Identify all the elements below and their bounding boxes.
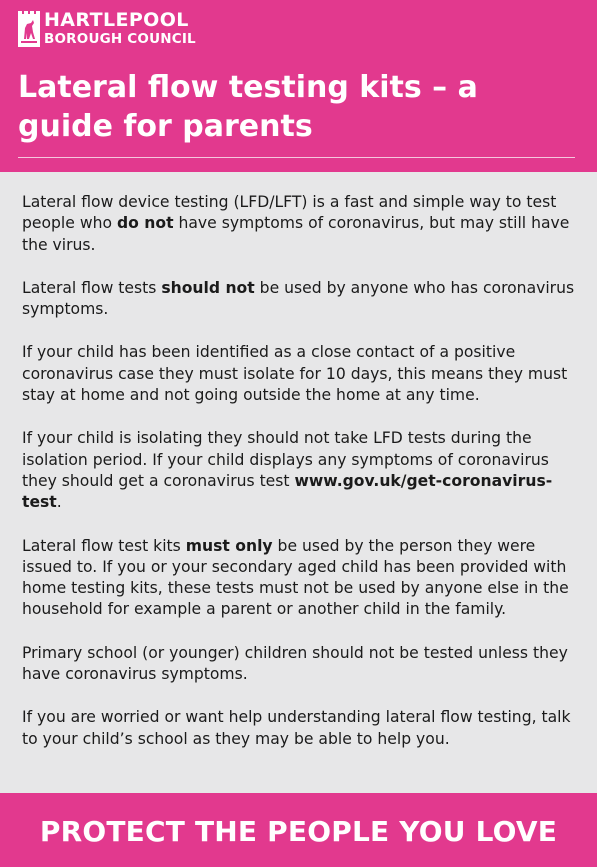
- emphasis-text: must only: [185, 536, 273, 555]
- paragraph-primary-school: [22, 643, 577, 686]
- council-name: [44, 10, 196, 48]
- emphasis-text: do not: [116, 214, 174, 233]
- guide-body: [22, 192, 577, 772]
- logo-line-2: BOROUGH COUNCIL: [44, 31, 196, 47]
- header-banner: [0, 0, 597, 172]
- paragraph-kit-usage: [22, 536, 577, 621]
- text-span: If you are worried or want help understanding lateral flow testing, talk to your child’s school as they may be able to help you.: [22, 708, 571, 748]
- paragraph-close-contact: [22, 342, 577, 406]
- test-link[interactable]: www.gov.uk/get-coronavirus-test: [22, 471, 553, 512]
- header-divider: [18, 157, 575, 158]
- paragraph-isolation: [22, 428, 577, 513]
- text-span: If your child has been identified as a close contact of a positive coronavirus case they must isolate for 10 days, this means they must stay at home and not going outside the home at any time.: [22, 343, 568, 405]
- text-span: Lateral flow tests: [22, 278, 162, 297]
- paragraph-help: [22, 707, 577, 750]
- text-span: be used by the person they were issued to. If you or your secondary aged child has been provided with home testing kits, these tests must not be used by anyone else in the household for example a parent or another child in the family.: [22, 536, 569, 619]
- text-span: Lateral flow test kits: [22, 536, 186, 555]
- paragraph-symptoms-warning: [22, 278, 577, 321]
- emphasis-text: should not: [161, 278, 255, 297]
- text-span: If your child is isolating they should not take LFD tests during the isolation period. If your child displays any symptoms of coronavirus they should get a coronavirus test: [22, 429, 549, 490]
- text-span: Lateral flow device testing (LFD/LFT) is a fast and simple way to test people who: [22, 193, 557, 233]
- text-span: have symptoms of coronavirus, but may still have the virus.: [22, 214, 570, 254]
- text-span: .: [56, 493, 62, 512]
- footer-banner: [0, 793, 597, 867]
- text-span: Primary school (or younger) children should not be tested unless they have coronavirus symptoms.: [22, 643, 568, 684]
- council-crest-icon: [18, 11, 40, 47]
- logo-line-1: HARTLEPOOL: [44, 9, 189, 31]
- page-title: Lateral flow testing kits – a guide for parents: [18, 70, 478, 144]
- text-span: be used by anyone who has coronavirus symptoms.: [22, 278, 575, 319]
- paragraph-lfd-intro: [22, 192, 577, 256]
- footer-slogan: PROTECT THE PEOPLE YOU LOVE: [39, 815, 558, 848]
